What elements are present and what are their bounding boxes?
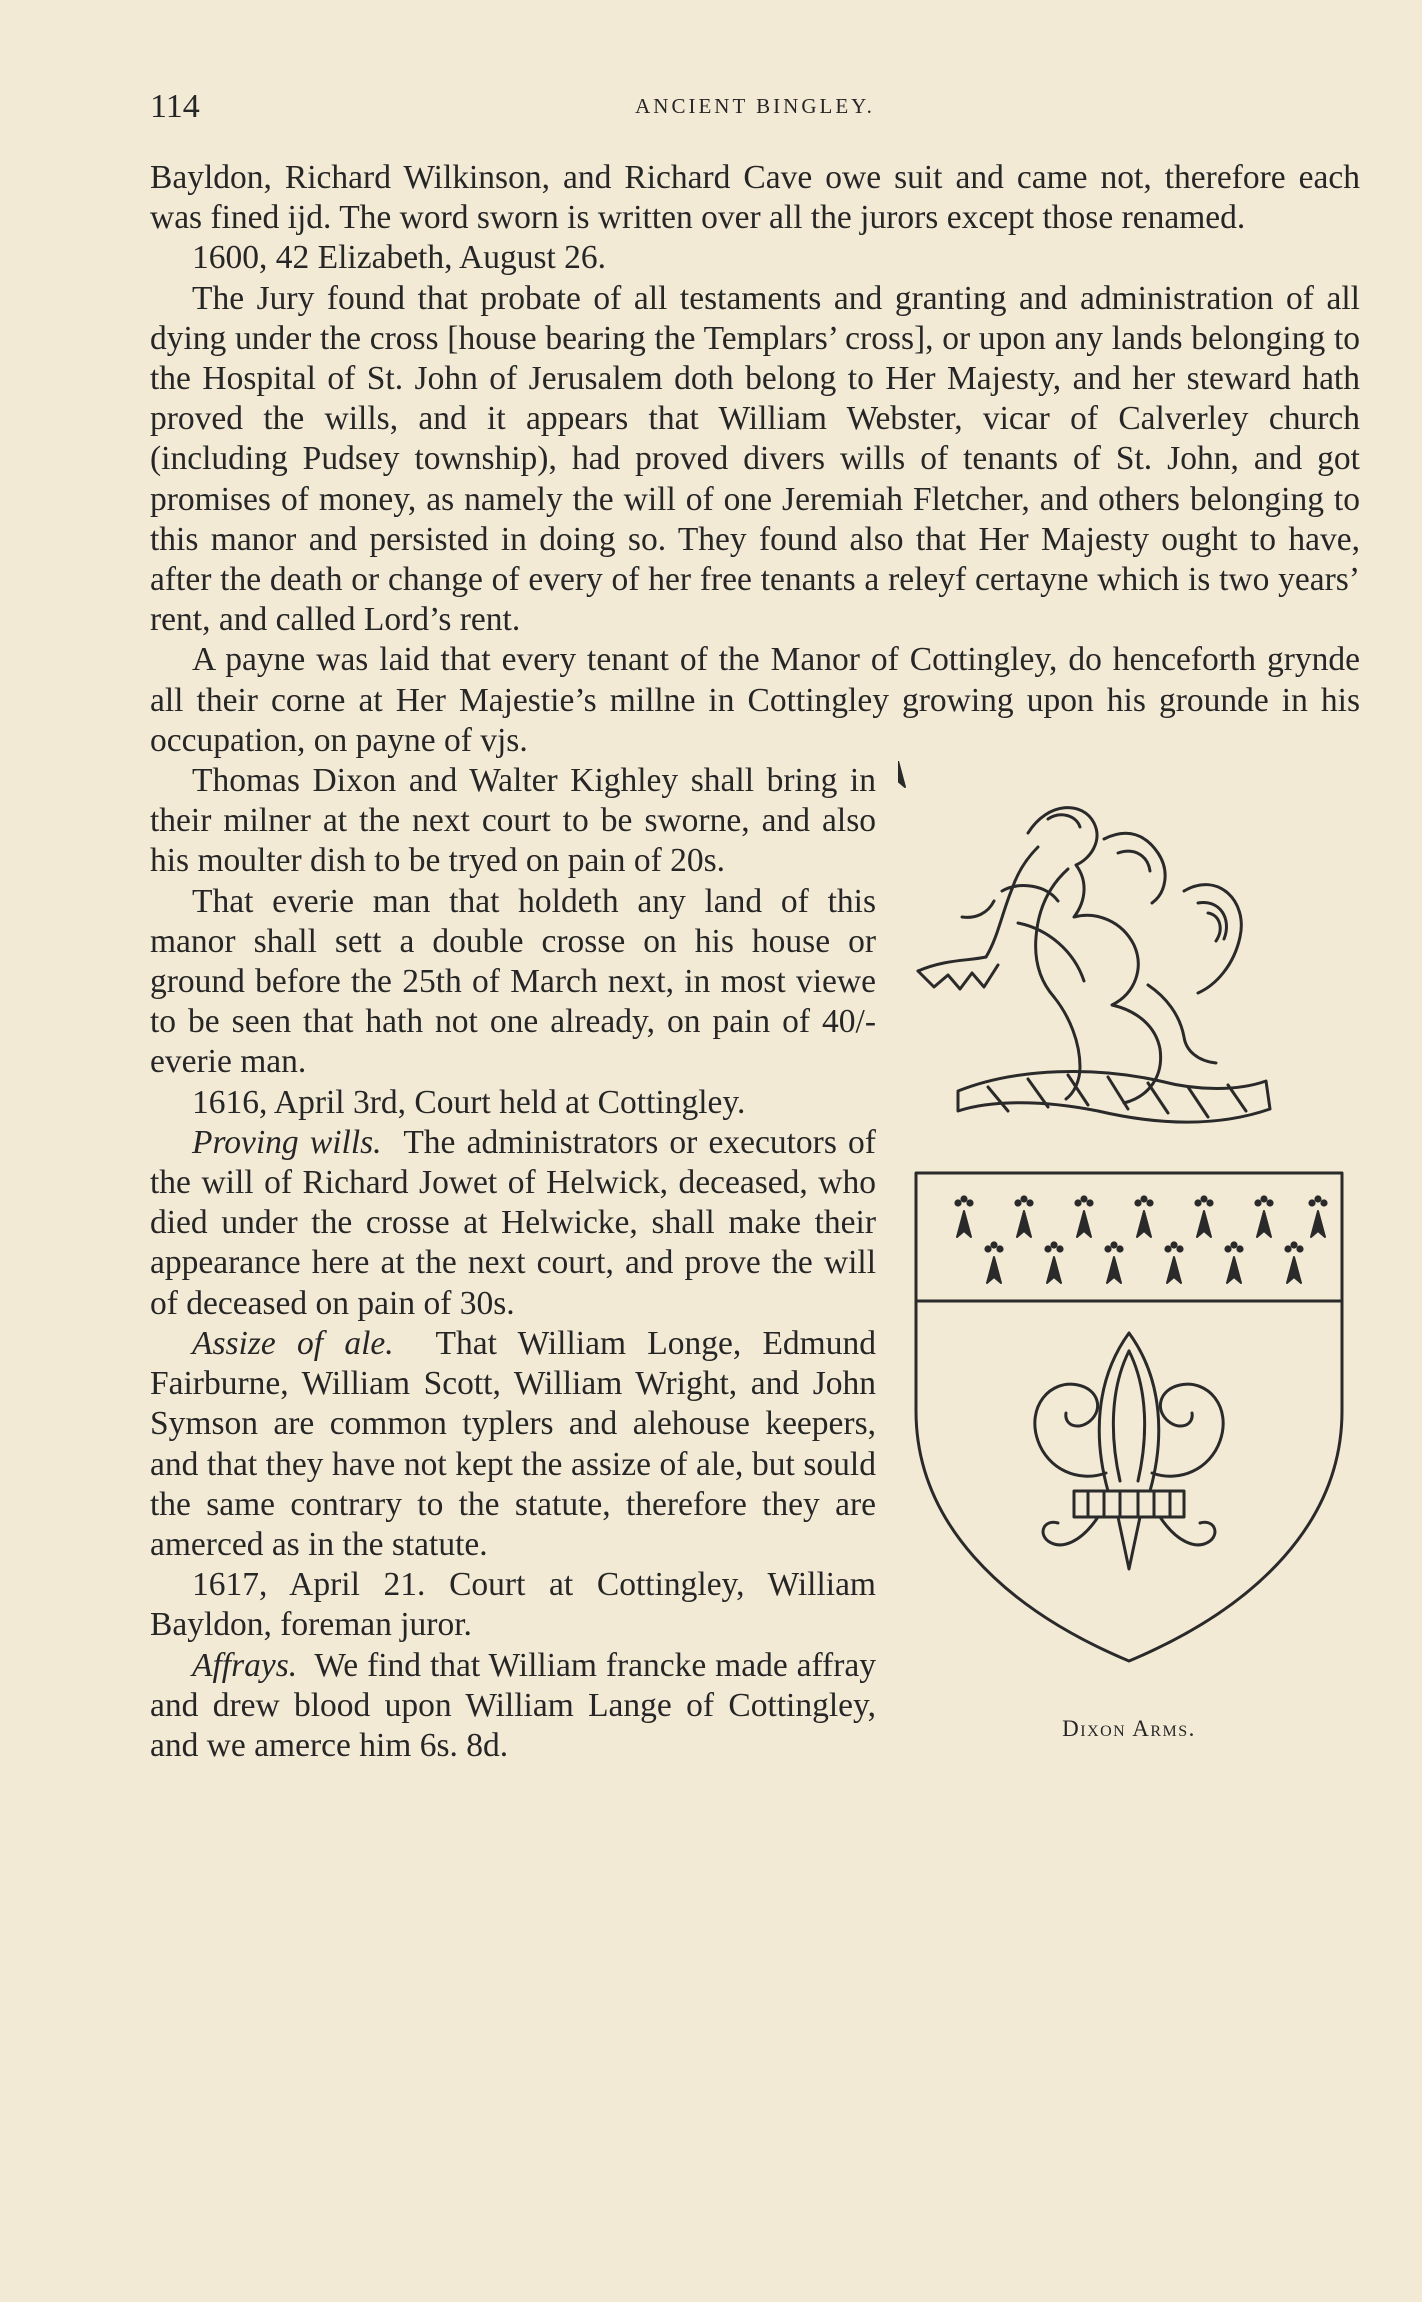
paragraph: The Jury found that probate of all testaments and granting and administration of all dying under the cross [house bearing the Templars’ cross], or upon any lands belonging to the Hospital of St. John of Jerusalem doth belong to Her Majesty, and her steward hath proved the wills, and it appears that William Webster, vicar of Calverley church (including Pudsey township), had proved divers wills of tenants of St. John, and got promises of money, as namely the will of one Jeremiah Fletcher, and others belonging to this manor and persisted in doing so. They found also that Her Majesty ought to have, after the death or change of every of her free tenants a releyf certayne which is two years’ rent, and called Lord’s rent. bbox=[150, 279, 1360, 639]
crest-wreath-icon bbox=[958, 1072, 1270, 1122]
body-text bbox=[150, 158, 1360, 1775]
page-header bbox=[150, 88, 1360, 128]
paragraph-text: The administrators or executors of the will of Richard Jowet of Helwick, deceased, who died under the crosse at Helwicke, shall make their appearance here at the next court, and prove the will of deceased on pain of 30s. bbox=[150, 1123, 876, 1322]
demi-lion-crest-icon bbox=[918, 808, 1241, 1103]
paragraph: That everie man that holdeth any land of this manor shall sett a double crosse on his house or ground before the 25th of March next, in most viewe to be seen that hath not one already, on pain of 40/- everie man. bbox=[150, 882, 876, 1081]
coat-of-arms-illustration bbox=[898, 761, 1360, 1701]
ermine-chief-icon bbox=[898, 761, 1327, 1283]
page-number: 114 bbox=[150, 88, 200, 125]
paragraph: A payne was laid that every tenant of the Manor of Cottingley, do henceforth grynde all their corne at Her Majestie’s millne in Cottingley growing upon his grounde in his occupation, on payne of vjs. bbox=[150, 641, 1360, 759]
paragraph-text: That William Longe, Edmund Fairburne, William Scott, William Wright, and John Symson are common typlers and alehouse keepers, and that they have not kept the assize of ale, but sould the same contrary to the statute, therefore they are amerced as in the statute. bbox=[150, 1324, 876, 1563]
paragraph-date: 1616, April 3rd, Court held at Cottingley. bbox=[192, 1083, 746, 1121]
margin-heading: Proving wills. bbox=[192, 1123, 382, 1161]
paragraph: Thomas Dixon and Walter Kighley shall bring in their milner at the next court to be sworne, and also his moulter dish to be tryed on pain of 20s. bbox=[150, 762, 876, 880]
margin-heading: Affrays. bbox=[192, 1646, 298, 1684]
paragraph-date: 1600, 42 Elizabeth, August 26. bbox=[192, 239, 607, 277]
paragraph-text: We find that William francke made affray and drew blood upon William Lange of Cottingley, and we amerce him 6s. 8d. bbox=[150, 1646, 876, 1764]
figure-caption: Dixon Arms. bbox=[1062, 1716, 1196, 1742]
fleur-de-lis-icon bbox=[1035, 1333, 1223, 1569]
running-head: ANCIENT BINGLEY. bbox=[635, 94, 875, 118]
dixon-arms-figure bbox=[898, 761, 1360, 1775]
shield-outline bbox=[916, 1173, 1342, 1661]
margin-heading: Assize of ale. bbox=[192, 1324, 394, 1362]
paragraph: Bayldon, Richard Wilkinson, and Richard Cave owe suit and came not, therefore each was fined ijd. The word sworn is written over all the jurors except those renamed. bbox=[150, 159, 1360, 237]
paragraph-date: 1617, April 21. Court at Cottingley, William Bayldon, foreman juror. bbox=[150, 1566, 876, 1644]
